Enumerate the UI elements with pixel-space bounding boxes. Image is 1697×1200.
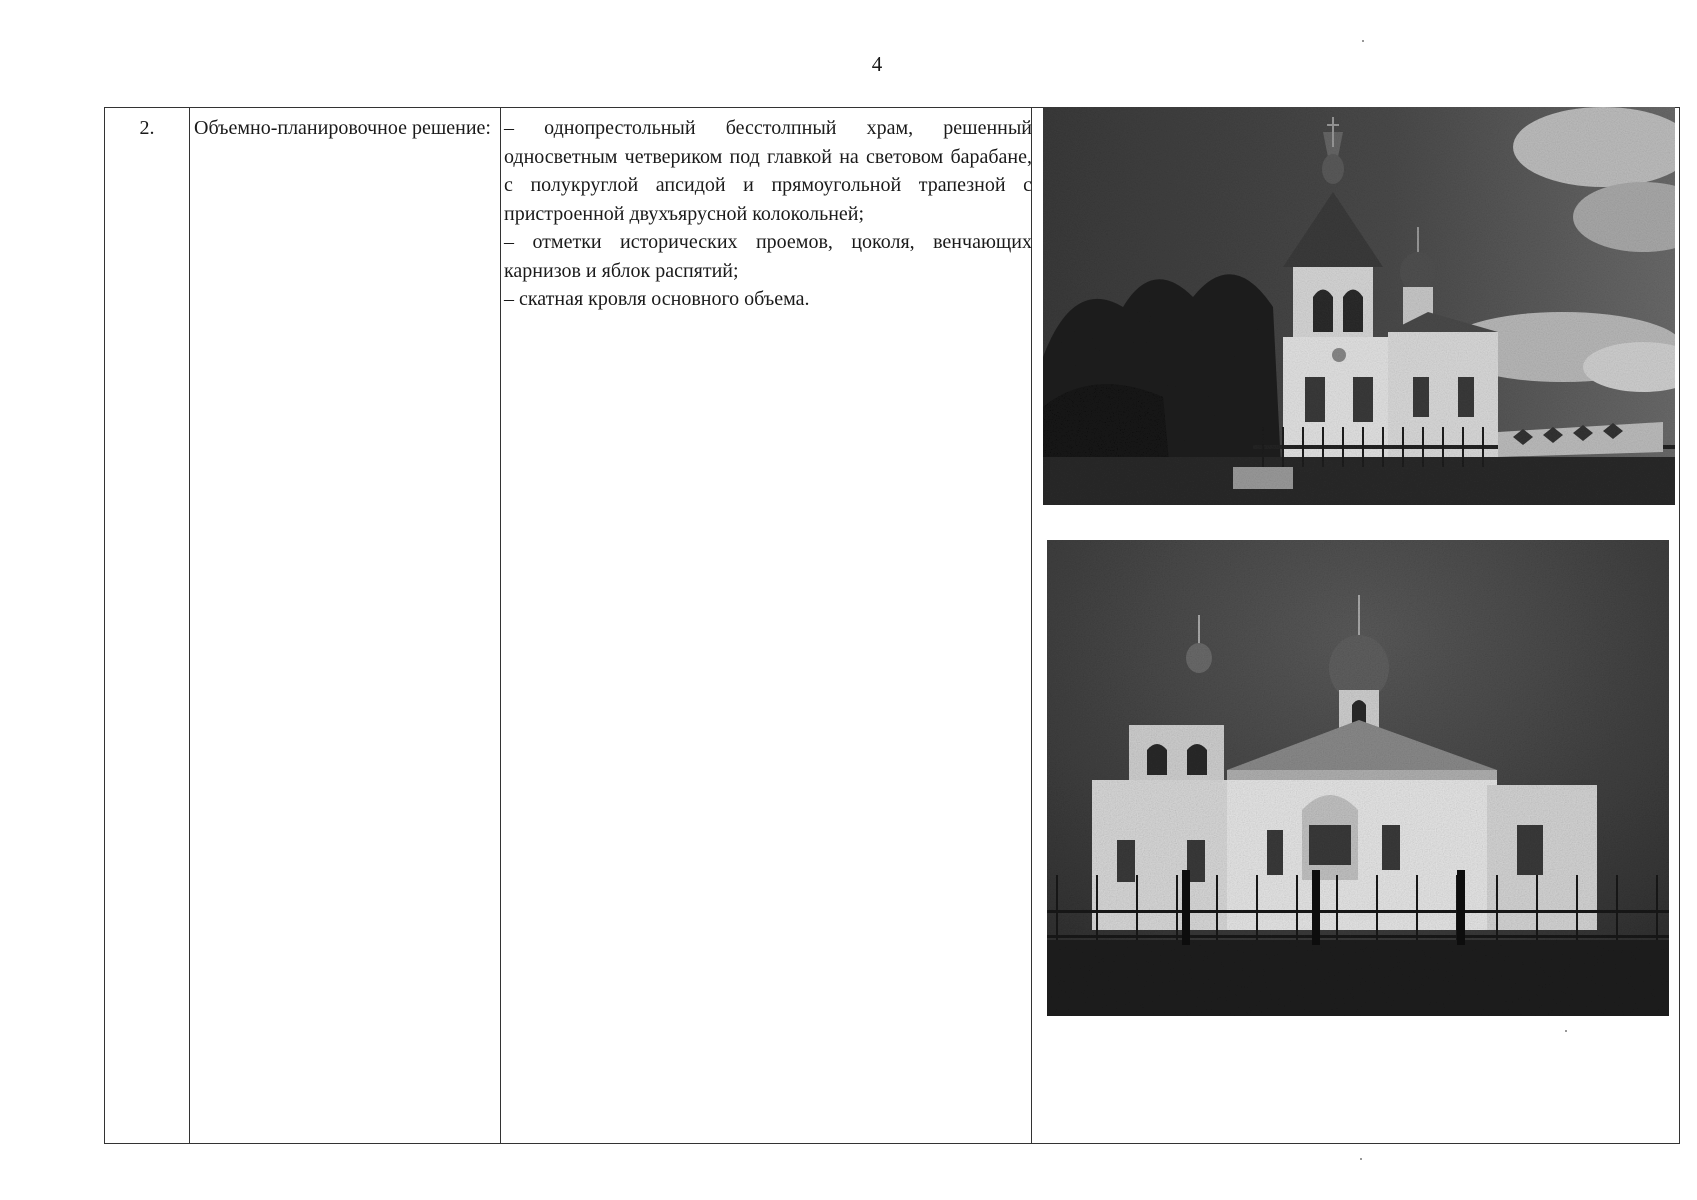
- row-description: [502, 114, 1032, 314]
- column-divider: [500, 108, 501, 1143]
- description-item: – скатная кровля основного объема.: [504, 288, 810, 310]
- page-number: 4: [871, 52, 883, 76]
- scan-speck: [1362, 40, 1364, 42]
- description-item: – отметки исторических проемов, цоколя, венчающих карнизов и яблок распятий;: [504, 231, 1032, 282]
- description-item: – однопрестольный бесстолпный храм, решенный односветным четвериком под главкой на световом барабане, с полукруглой апсидой и прямоугольной трапезной с пристроенной двухъярусной колокольней;: [504, 117, 1032, 225]
- row-label: Объемно-планировочное решение:: [194, 117, 491, 139]
- church-photo-side-view: [1047, 540, 1669, 1016]
- scan-speck: [1565, 1030, 1567, 1032]
- scan-speck: [1360, 1158, 1362, 1160]
- protection-subject-table: [104, 107, 1680, 1144]
- row-number: 2.: [139, 117, 155, 139]
- column-divider: [189, 108, 190, 1143]
- church-photo-bell-tower: [1043, 107, 1675, 505]
